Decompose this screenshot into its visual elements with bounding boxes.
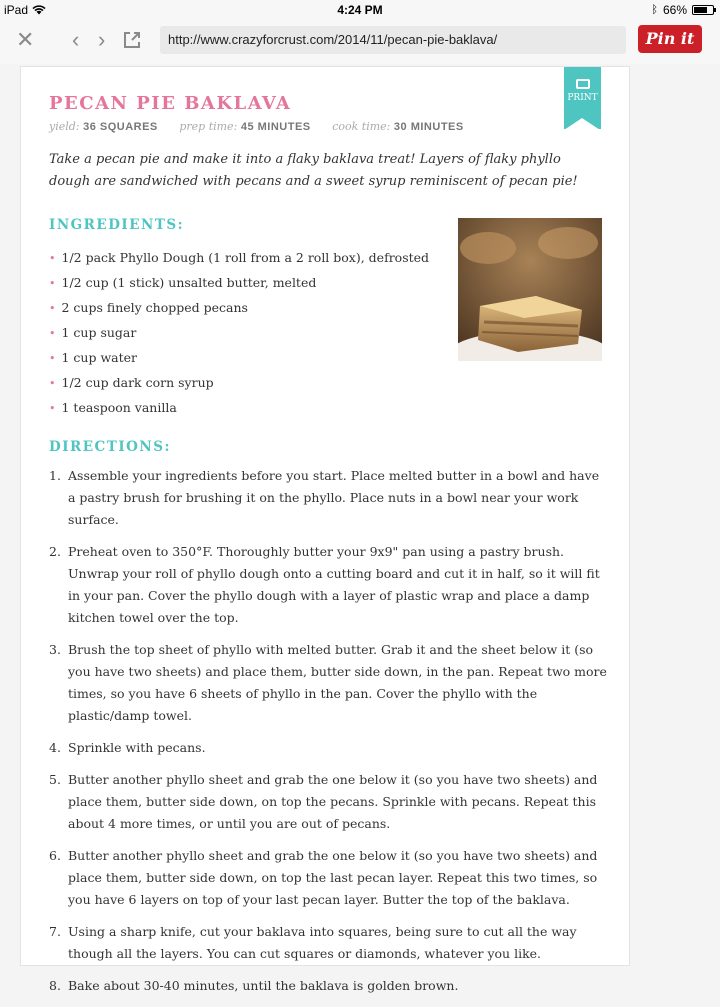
list-item: 2. Preheat oven to 350°F. Thoroughly butter your 9x9" pan using a pastry brush. Unwrap your roll of phyllo dough onto a cutting board and cut it in half, so it will fit in your pan. Cover the phyllo dough with a layer of plastic wrap and place a damp kitchen towel over the top. [49, 544, 600, 625]
bullet-icon: • [49, 252, 56, 265]
status-bar [0, 0, 720, 20]
recipe-intro: Take a pecan pie and make it into a flaky baklava treat! Layers of flaky phyllo dough are sandwiched with pecans and a sweet syrup reminiscent of pecan pie! [49, 152, 578, 189]
address-bar[interactable]: http://www.crazyforcrust.com/2014/11/pecan-pie-baklava/ [160, 26, 626, 54]
ingredients-heading: INGREDIENTS: [49, 217, 185, 233]
bullet-icon: • [49, 402, 56, 415]
battery-icon [692, 5, 714, 15]
bullet-icon: • [49, 327, 56, 340]
back-chevron-icon[interactable]: ‹ [72, 27, 80, 52]
directions-heading: DIRECTIONS: [49, 439, 171, 455]
list-item: • 1 teaspoon vanilla [49, 400, 177, 415]
list-item: • 1/2 cup dark corn syrup [49, 375, 214, 390]
list-item: 7. Using a sharp knife, cut your baklava into squares, being sure to cut all the way though all the layers. You can cut squares or diamonds, whatever you like. [49, 924, 577, 961]
ingredients-list [49, 245, 429, 420]
baklava-photo[interactable] [458, 218, 602, 361]
share-icon[interactable] [122, 30, 142, 50]
list-item: 4. Sprinkle with pecans. [49, 740, 206, 755]
clock: 4:24 PM [337, 3, 383, 17]
list-item: • 1 cup sugar [49, 325, 137, 340]
list-item: 1. Assemble your ingredients before you start. Place melted butter in a bowl and have a pastry brush for brushing it on the phyllo. Place nuts in a bowl near your work surface. [49, 468, 600, 527]
device-name: iPad [4, 3, 29, 17]
bullet-icon: • [49, 302, 56, 315]
yield-value: 36 SQUARES [83, 121, 158, 133]
prep-time-label: prep time: [179, 120, 238, 133]
print-button[interactable] [564, 67, 601, 129]
battery-percent: 66% [662, 3, 687, 17]
list-item: 6. Butter another phyllo sheet and grab the one below it (so you have two sheets) and place them, butter side down, on top the last pecan layer. Repeat this two times, so you have 6 layers on top of your last pecan layer. Butter the top of the baklava. [49, 848, 598, 907]
list-item: 3. Brush the top sheet of phyllo with melted butter. Grab it and the sheet below it (so you have two sheets) and place them, butter side down, in the pan. Repeat two more times, so you have 6 sheets of phyllo in the pan. Cover the phyllo with the plastic/damp towel. [49, 642, 607, 723]
list-item: • 1 cup water [49, 350, 138, 365]
bluetooth-icon: ᛒ [651, 4, 658, 16]
list-item: 5. Butter another phyllo sheet and grab the one below it (so you have two sheets) and place them, butter side down, on top the pecans. Sprinkle with pecans. Repeat this about 4 more times, or until you are out of pecans. [49, 772, 598, 831]
yield-label: yield: [49, 120, 80, 133]
bullet-icon: • [49, 352, 56, 365]
list-item: • 1/2 pack Phyllo Dough (1 roll from a 2 roll box), defrosted [49, 250, 430, 265]
directions-list [49, 465, 609, 1007]
prep-time-value: 45 MINUTES [240, 121, 311, 133]
print-label: PRINT [567, 93, 598, 103]
cook-time-label: cook time: [332, 120, 391, 133]
forward-chevron-icon[interactable]: › [98, 27, 106, 52]
pin-it-button[interactable]: Pin it [638, 25, 702, 53]
recipe-card [20, 66, 630, 993]
list-item: • 1/2 cup (1 stick) unsalted butter, melted [49, 275, 317, 290]
close-icon[interactable]: ✕ [16, 27, 35, 52]
bullet-icon: • [49, 277, 56, 290]
recipe-title: PECAN PIE BAKLAVA [49, 93, 292, 114]
bullet-icon: • [49, 377, 56, 390]
browser-toolbar [0, 20, 720, 64]
recipe-meta [49, 120, 482, 133]
list-item: 8. Bake about 30-40 minutes, until the baklava is golden brown. [49, 978, 459, 993]
printer-icon [576, 79, 590, 89]
list-item: • 2 cups finely chopped pecans [49, 300, 248, 315]
cook-time-value: 30 MINUTES [393, 121, 464, 133]
